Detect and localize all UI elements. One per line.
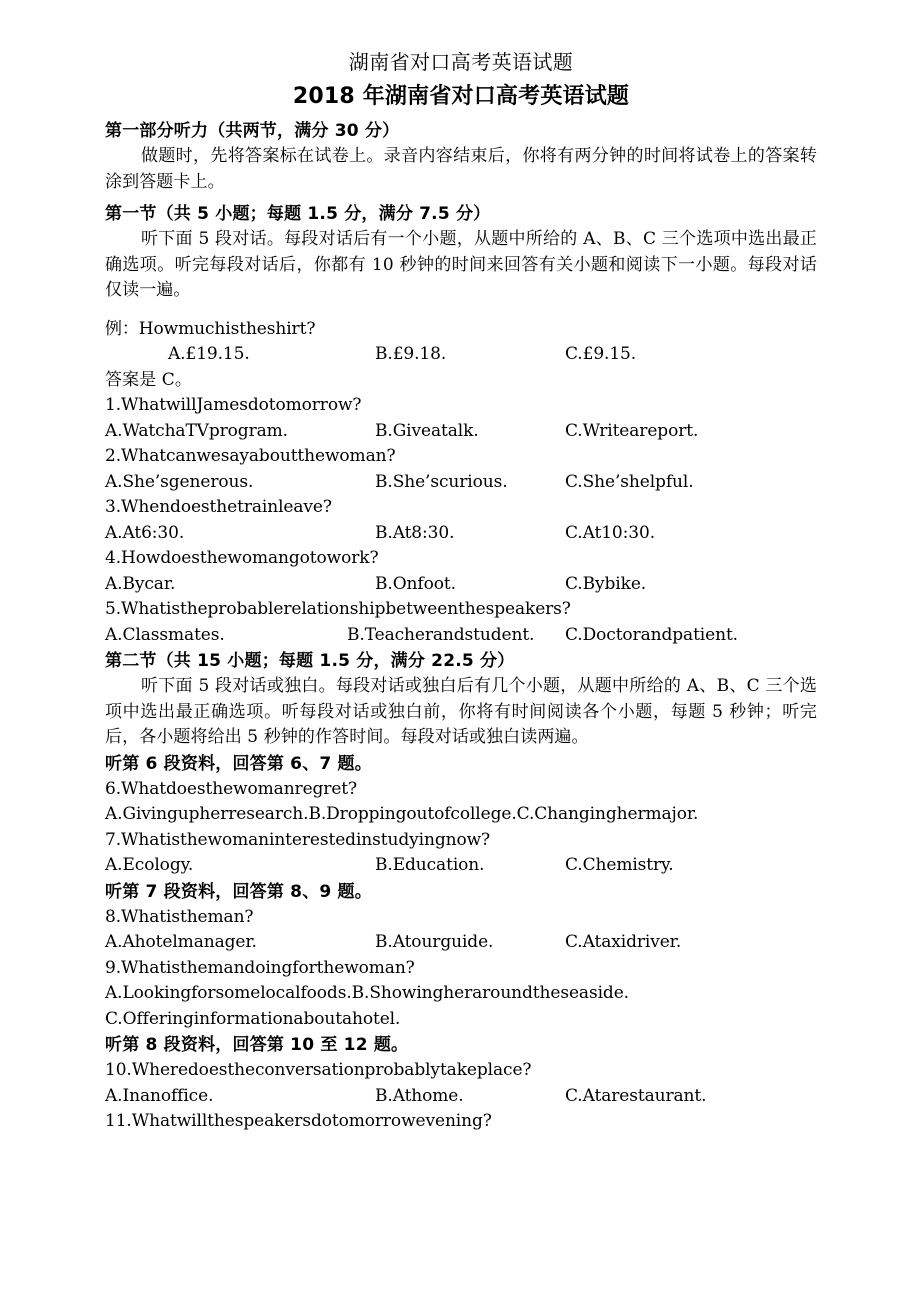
question-stem-2: 2.Whatcanwesayaboutthewoman? xyxy=(105,446,396,466)
question-8-option-b: B.Atourguide. xyxy=(375,932,494,952)
example-stem: 例：Howmuchistheshirt? xyxy=(105,318,316,339)
question-7-option-b: B.Education. xyxy=(375,855,485,875)
question-options-2 xyxy=(105,470,817,496)
listening-cue-7: 听第 7 段资料，回答第 8、9 题。 xyxy=(105,881,372,902)
example-option-c: C.£9.15. xyxy=(565,344,637,364)
section-two-instruction: 听下面 5 段对话或独白。每段对话或独白后有几个小题，从题中所给的 A、B、C 三个选项中选出最正确选项。听每段对话或独白前，你将有时间阅读各个小题，每题 5 秒钟；听完后，各小题将给出 5 秒钟的作答时间。每段对话或独白读两遍。 xyxy=(105,676,817,747)
question-options-4 xyxy=(105,572,817,598)
question-6-options: A.Givingupherresearch.B.Droppingoutofcollege.C.Changinghermajor. xyxy=(105,804,699,824)
question-3-option-a: A.At6:30. xyxy=(105,522,185,543)
question-options-7 xyxy=(105,853,817,879)
question-stem-7: 7.Whatisthewomaninterestedinstudyingnow? xyxy=(105,829,491,850)
question-stem-5: 5.Whatistheprobablerelationshipbetweenthespeakers? xyxy=(105,599,571,619)
question-2-option-a: A.She’sgenerous. xyxy=(105,471,254,492)
page-title: 2018 年湖南省对口高考英语试题 xyxy=(292,84,630,109)
question-stem-10: 10.Wheredoestheconversationprobablytakeplace? xyxy=(105,1060,532,1080)
question-1-option-b: B.Giveatalk. xyxy=(375,420,479,441)
question-options-3 xyxy=(105,521,817,547)
header-title: 湖南省对口高考英语试题 xyxy=(348,50,574,74)
question-3-option-c: C.At10:30. xyxy=(565,522,656,543)
part-one-heading: 第一部分听力（共两节，满分 30 分） xyxy=(105,121,400,141)
question-stem-4: 4.Howdoesthewomangotowork? xyxy=(105,548,379,568)
question-options-8 xyxy=(105,930,817,956)
question-5-option-c: C.Doctorandpatient. xyxy=(565,624,738,645)
question-1-option-c: C.Writeareport. xyxy=(565,420,699,441)
example-option-b: B.£9.18. xyxy=(375,344,447,364)
question-options-5 xyxy=(105,623,817,649)
example-answer-line: 答案是 C。 xyxy=(105,369,193,390)
question-options-1 xyxy=(105,419,817,445)
question-7-option-c: C.Chemistry. xyxy=(565,855,674,875)
question-options-10 xyxy=(105,1084,817,1110)
question-stem-3: 3.Whendoesthetrainleave? xyxy=(105,497,332,517)
question-4-option-c: C.Bybike. xyxy=(565,573,647,594)
part-one-instruction: 做题时，先将答案标在试卷上。录音内容结束后，你将有两分钟的时间将试卷上的答案转涂到答题卡上。 xyxy=(105,146,817,192)
section-one-instruction: 听下面 5 段对话。每段对话后有一个小题，从题中所给的 A、B、C 三个选项中选出最正确选项。听完每段对话后，你都有 10 秒钟的时间来回答有关小题和阅读下一小题。每段对话仅读一遍。 xyxy=(105,229,817,300)
question-9-options-line-2: C.Offeringinformationaboutahotel. xyxy=(105,1008,401,1029)
question-4-option-a: A.Bycar. xyxy=(105,573,176,594)
question-3-option-b: B.At8:30. xyxy=(375,522,455,543)
question-stem-1: 1.WhatwillJamesdotomorrow? xyxy=(105,395,362,415)
question-2-option-c: C.She’shelpful. xyxy=(565,471,694,492)
question-10-option-c: C.Atarestaurant. xyxy=(565,1085,707,1106)
question-stem-9: 9.Whatisthemandoingforthewoman? xyxy=(105,957,415,978)
section-one-heading: 第一节（共 5 小题；每题 1.5 分，满分 7.5 分） xyxy=(105,204,491,224)
question-5-option-b: B.Teacherandstudent. xyxy=(347,624,535,645)
question-10-option-a: A.Inanoffice. xyxy=(105,1085,214,1106)
question-1-option-a: A.WatchaTVprogram. xyxy=(105,420,288,441)
example-options xyxy=(105,342,817,368)
listening-cue-6: 听第 6 段资料，回答第 6、7 题。 xyxy=(105,753,372,774)
question-8-option-a: A.Ahotelmanager. xyxy=(105,932,257,952)
question-5-option-a: A.Classmates. xyxy=(105,624,225,645)
question-stem-8: 8.Whatistheman? xyxy=(105,906,254,927)
question-10-option-b: B.Athome. xyxy=(375,1085,464,1106)
example-option-a: A.£19.15. xyxy=(168,344,250,364)
question-stem-11: 11.Whatwillthespeakersdotomorrowevening? xyxy=(105,1111,492,1131)
question-stem-6: 6.Whatdoesthewomanregret? xyxy=(105,778,358,799)
question-2-option-b: B.She’scurious. xyxy=(375,471,508,492)
listening-cue-8: 听第 8 段资料，回答第 10 至 12 题。 xyxy=(105,1035,409,1055)
question-9-options-line-1: A.Lookingforsomelocalfoods.B.Showingheraroundtheseaside. xyxy=(105,983,629,1003)
document-content xyxy=(105,48,817,1135)
question-7-option-a: A.Ecology. xyxy=(105,855,194,875)
question-4-option-b: B.Onfoot. xyxy=(375,573,456,594)
question-8-option-c: C.Ataxidriver. xyxy=(565,932,682,952)
section-two-heading: 第二节（共 15 小题；每题 1.5 分，满分 22.5 分） xyxy=(105,651,515,671)
